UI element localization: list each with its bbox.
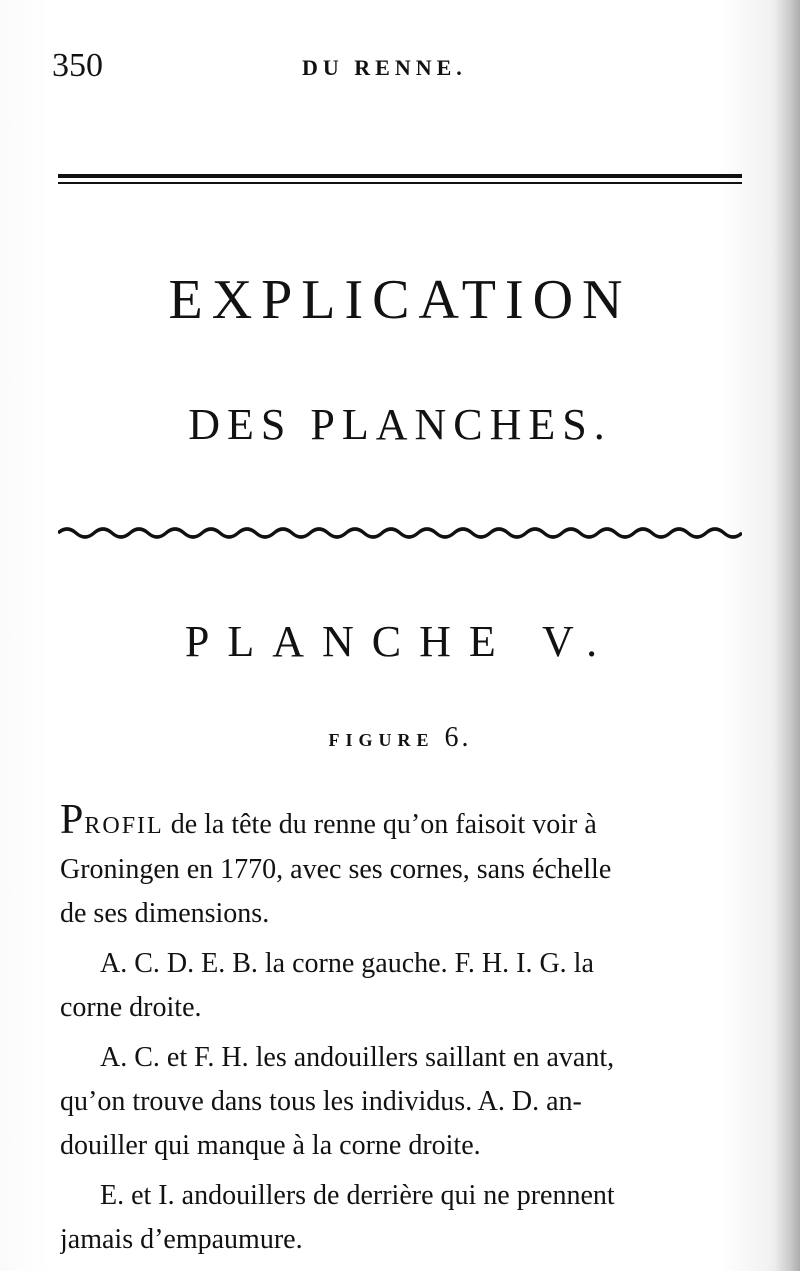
- small-caps-word: ROFIL: [84, 813, 164, 839]
- paragraph-line: jamais d’empaumure.: [60, 1224, 303, 1255]
- paragraph-profile: [60, 798, 750, 936]
- paragraph-line: de ses dimensions.: [60, 898, 270, 929]
- paragraph-line: A. C. et F. H. les andouillers saillant en avant,: [100, 1042, 615, 1073]
- paragraph-left-antler: [60, 942, 750, 1030]
- paragraph-line: corne droite.: [60, 992, 202, 1023]
- page-header: [52, 44, 752, 88]
- header-double-rule: [58, 174, 742, 186]
- figure-label: FIGURE: [328, 730, 435, 750]
- explanation-body: [60, 798, 750, 1268]
- running-head: DU RENNE.: [302, 55, 467, 80]
- paragraph-front-tines: [60, 1036, 750, 1168]
- paragraph-line: qu’on trouve dans tous les individus. A. D. an-: [60, 1086, 582, 1117]
- rule-thin-line: [58, 182, 742, 184]
- wavy-divider-ornament: [58, 521, 742, 545]
- paragraph-line: A. C. D. E. B. la corne gauche. F. H. I. G. la: [100, 948, 594, 979]
- line-text: de la tête du renne qu’on faisoit voir à: [163, 809, 597, 840]
- paragraph-line: E. et I. andouillers de derrière qui ne prennent: [100, 1180, 615, 1211]
- paragraph-rear-tines: [60, 1174, 750, 1262]
- paragraph-line: Groningen en 1770, avec ses cornes, sans échelle: [60, 854, 612, 885]
- paragraph-line: [60, 798, 750, 848]
- paragraph-line: douiller qui manque à la corne droite.: [60, 1130, 481, 1161]
- rule-thick-line: [58, 174, 742, 178]
- page-edge-shadow: [774, 0, 800, 1271]
- section-title: EXPLICATION: [168, 269, 632, 331]
- figure-number: 6.: [444, 722, 472, 753]
- page-number: 350: [52, 47, 103, 84]
- figure-heading: [60, 718, 740, 760]
- section-subtitle: DES PLANCHES.: [188, 400, 612, 449]
- plate-heading: PLANCHE V.: [184, 617, 616, 666]
- drop-cap: P: [60, 798, 85, 843]
